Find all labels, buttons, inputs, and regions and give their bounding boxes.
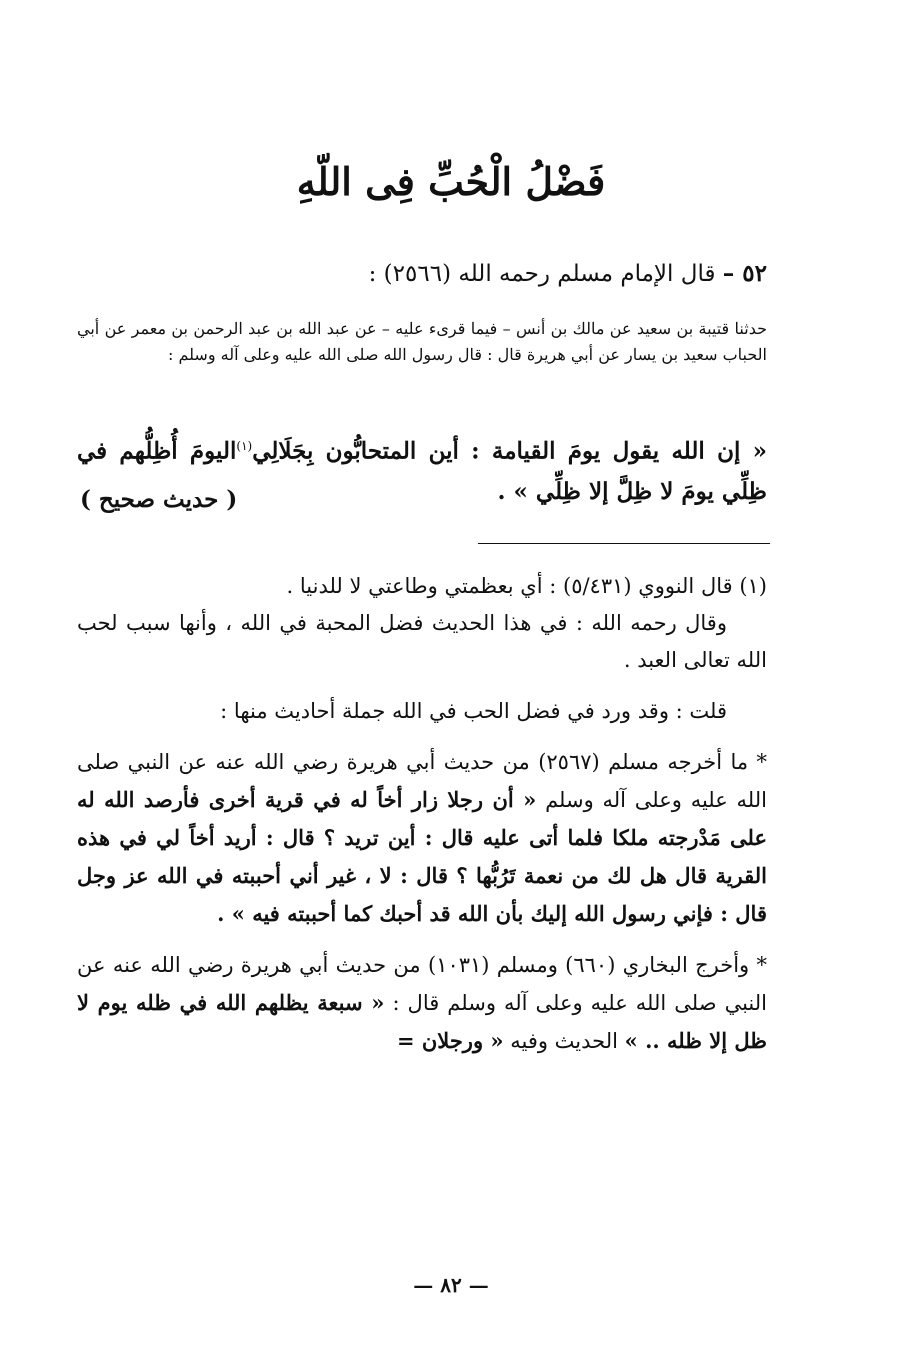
- footnote-divider: [478, 543, 770, 544]
- footnote-item-1: [77, 744, 767, 933]
- isnad-chain: حدثنا قتيبة بن سعيد عن مالك بن أنس – فيما قرىء عليه – عن عبد الله بن عبد الرحمن بن معمر عن أبي الحباب سعيد بن يسار عن أبي هريرة قال : قال رسول الله صلى الله عليه وعلى آله وسلم :: [77, 319, 767, 364]
- hadith-number: ٥٢ –: [722, 260, 767, 287]
- page-number: — ٨٢ —: [413, 1273, 489, 1297]
- footnote-marker[interactable]: (١): [236, 439, 253, 453]
- item-2-quote-cont: « ورجلان =: [396, 1028, 504, 1053]
- hadith-heading: [67, 254, 767, 294]
- footnote-item-2: [77, 947, 767, 1060]
- footnotes: [77, 568, 767, 1060]
- footnote-1: (١) قال النووي (٥/٤٣١) : أي بعظمتي وطاعتي لا للدنيا .: [286, 574, 767, 598]
- item-1-text: * ما أخرجه مسلم (٢٥٦٧) من حديث أبي هريرة رضي الله عنه عن النبي صلى الله عليه وعلى آله وسلم: [77, 750, 767, 812]
- footnote-intro: قلت : وقد ورد في فضل الحب في الله جملة أحاديث منها :: [220, 699, 727, 723]
- item-2-quote: « سبعة يظلهم الله في ظله يوم لا ظل إلا ظله .. »: [77, 990, 767, 1053]
- chapter-title: فَضْلُ الْحُبِّ فِى اللّهِ: [296, 159, 606, 204]
- item-2-tail: الحديث وفيه: [510, 1029, 618, 1053]
- hadith-text-part1: « إن الله يقول يومَ القيامة : أين المتحابُّون بِجَلَالِي: [252, 437, 768, 465]
- footnote-2: وقال رحمه الله : في هذا الحديث فضل المحبة في الله ، وأنها سبب لحب الله تعالى العبد .: [77, 611, 767, 672]
- hadith-grade: ( حديث صحيح ): [80, 486, 238, 513]
- item-1-quote: « أن رجلا زار أخاً له في قرية أخرى فأرصد الله له على مَدْرجته ملكا فلما أتى عليه قال : أين تريد ؟ قال : أريد أخاً لي في هذه القرية قال هل لك من نعمة تَرُبُّها ؟ قال : لا ، غير أني أحببته في الله عز وجل قال : فإني رسول الله إليك بأن الله قد أحبك كما أحببته فيه » .: [77, 787, 767, 926]
- hadith-text-part2: اليومَ أُظِلُّهم في ظِلِّي يومَ لا ظِلَّ إلا ظِلِّي » .: [77, 437, 767, 505]
- hadith-source: قال الإمام مسلم رحمه الله (٢٥٦٦) :: [368, 261, 716, 287]
- item-2-text: * وأخرج البخاري (٦٦٠) ومسلم (١٠٣١) من حديث أبي هريرة رضي الله عنه عن النبي صلى الله عليه وعلى آله وسلم قال :: [77, 953, 767, 1015]
